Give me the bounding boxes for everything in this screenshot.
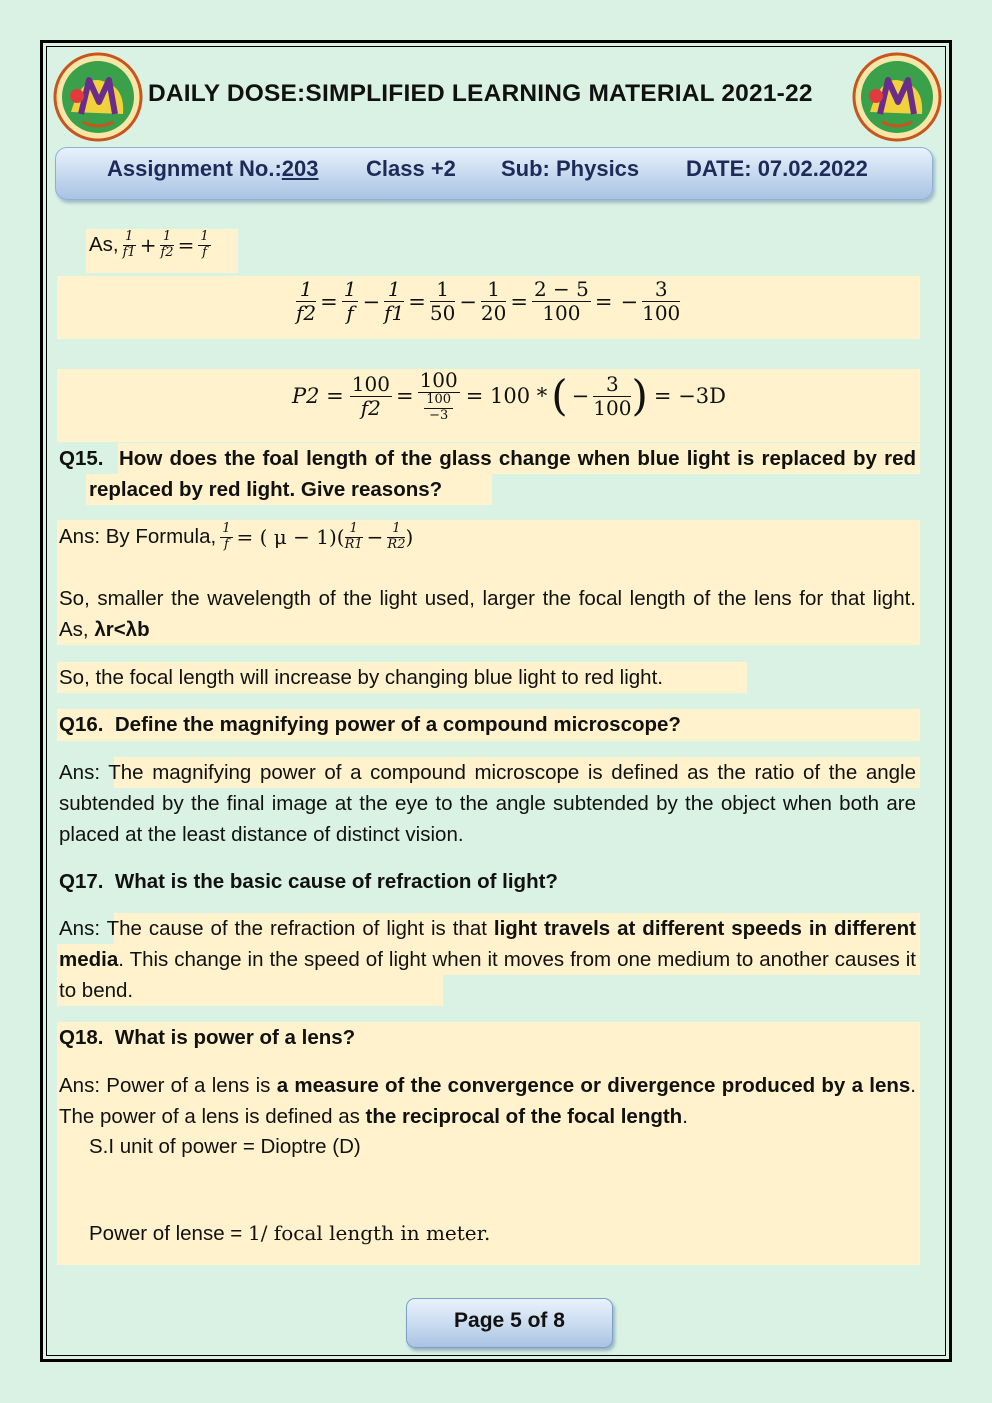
school-logo-left — [53, 52, 143, 142]
question-16: Q16. Define the magnifying power of a compound microscope? — [59, 713, 681, 736]
lens-maker-formula: Ans: By Formula, $\frac{1}{f}$ = ( μ − 1)( $\frac{1}{R1}$ − $\frac{1}{R2}$ ) — [59, 521, 414, 552]
focal-length-equation: $\frac{1}{f2}$ = $\frac{1}{f}$ − $\frac{1}{f1}$ = $\frac{1}{50}$ − $\frac{1}{20}$ = $\frac{2 - 5}{100}$ = − $\frac{3}{100}$ — [296, 277, 681, 325]
answer-18: Ans: Power of a lens is a measure of the convergence or divergence produced by a lens. The power of a lens is defined as the reciprocal of the focal length. — [59, 1074, 916, 1128]
power-equation: P2 = $\frac{100}{f2}$ = $\frac{100}{\frac{100}{-3}}$ = 100 * ( − $\frac{3}{100}$ ) = −3D — [292, 368, 726, 423]
question-15-text-line1: How does the foal length of the glass change when blue light is replaced by red — [119, 447, 916, 470]
question-15-text-line2: replaced by red light. Give reasons? — [89, 478, 443, 501]
lens-combination-equation: As, $\frac{1}{f1}$ + $\frac{1}{f2}$ = $\frac{1}{f}$ — [89, 229, 209, 260]
assignment-number: Assignment No.:203 — [107, 156, 319, 181]
answer-15-text: So, smaller the wavelength of the light used, larger the focal length of the lens for that light. As, λr<λb — [59, 587, 916, 641]
question-18: Q18. What is power of a lens? — [59, 1026, 356, 1049]
si-unit-text: S.I unit of power = Dioptre (D) — [89, 1135, 361, 1158]
school-logo-right — [852, 52, 942, 142]
class-label: Class +2 — [366, 156, 456, 181]
answer-16: Ans: The magnifying power of a compound microscope is defined as the ratio of the angle subtended by the final image at the eye to the angle subtended by the object when both are placed at the least distance of distinct vision. — [59, 761, 916, 846]
question-15-number: Q15. — [59, 447, 104, 470]
answer-17: Ans: The cause of the refraction of light is that light travels at different speeds in different media. This change in the speed of light when it moves from one medium to another causes it to bend. — [59, 917, 916, 1002]
question-17: Q17. What is the basic cause of refraction of light? — [59, 870, 558, 893]
answer-15-conclusion: So, the focal length will increase by changing blue light to red light. — [59, 666, 663, 689]
date-label: DATE: 07.02.2022 — [686, 156, 868, 181]
header-title: DAILY DOSE:SIMPLIFIED LEARNING MATERIAL 2021-22 — [148, 80, 813, 107]
subject-label: Sub: Physics — [501, 156, 640, 181]
page-indicator: Page 5 of 8 — [454, 1309, 565, 1332]
power-formula-text: Power of lense = 1/ focal length in meter. — [89, 1221, 491, 1245]
